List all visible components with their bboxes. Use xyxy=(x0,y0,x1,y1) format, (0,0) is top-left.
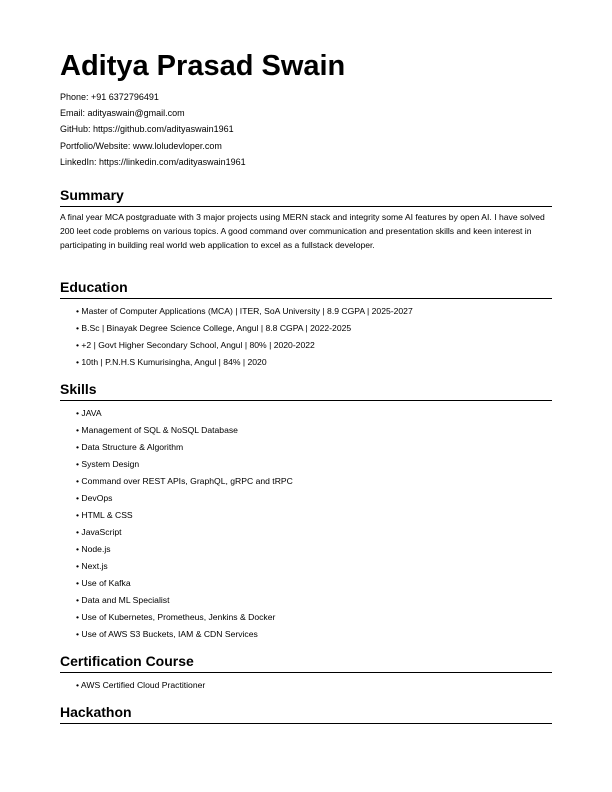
list-item: • B.Sc | Binayak Degree Science College, Angul | 8.8 CGPA | 2022-2025 xyxy=(76,320,552,337)
list-item: • Data and ML Specialist xyxy=(76,592,552,609)
section-heading: Hackathon xyxy=(60,704,552,724)
list-item: • +2 | Govt Higher Secondary School, Angul | 80% | 2020-2022 xyxy=(76,337,552,354)
list-item: • Node.js xyxy=(76,541,552,558)
list-item: • Command over REST APIs, GraphQL, gRPC and tRPC xyxy=(76,473,552,490)
summary-text: A final year MCA postgraduate with 3 major projects using MERN stack and integrity some AI features by open AI. I have solved 200 leet code problems on various topics. A good command over communication and presentation skills and keen interest in participating in building real world web application to excel as a fullstack developer. xyxy=(60,212,545,250)
linkedin: LinkedIn: https://linkedin.com/adityaswain1961 xyxy=(60,156,246,167)
skills-section xyxy=(60,381,552,643)
education-section xyxy=(60,279,552,371)
list-item: • Management of SQL & NoSQL Database xyxy=(76,422,552,439)
email: Email: adityaswain@gmail.com xyxy=(60,108,185,119)
section-heading: Education xyxy=(60,279,552,299)
candidate-name: Aditya Prasad Swain xyxy=(60,50,346,82)
section-heading: Summary xyxy=(60,187,552,207)
hackathon-section xyxy=(60,704,552,724)
section-heading: Certification Course xyxy=(60,653,552,673)
list-item: • AWS Certified Cloud Practitioner xyxy=(76,677,552,694)
list-item: • System Design xyxy=(76,456,552,473)
list-item: • Next.js xyxy=(76,558,552,575)
list-item: • HTML & CSS xyxy=(76,507,552,524)
list-item: • 10th | P.N.H.S Kumurisingha, Angul | 84% | 2020 xyxy=(76,354,552,371)
github: GitHub: https://github.com/adityaswain1961 xyxy=(60,124,234,135)
certification-section xyxy=(60,653,552,694)
list-item: • Data Structure & Algorithm xyxy=(76,439,552,456)
list-item: • DevOps xyxy=(76,490,552,507)
list-item: • Use of AWS S3 Buckets, IAM & CDN Services xyxy=(76,626,552,643)
section-heading: Skills xyxy=(60,381,552,401)
list-item: • JavaScript xyxy=(76,524,552,541)
list-item: • Use of Kubernetes, Prometheus, Jenkins & Docker xyxy=(76,609,552,626)
list-item: • Use of Kafka xyxy=(76,575,552,592)
list-item: • Master of Computer Applications (MCA) | ITER, SoA University | 8.9 CGPA | 2025-2027 xyxy=(76,303,552,320)
portfolio: Portfolio/Website: www.loludevloper.com xyxy=(60,140,222,151)
summary-section xyxy=(60,187,552,252)
phone: Phone: +91 6372796491 xyxy=(60,92,159,102)
contact-info xyxy=(60,89,246,170)
list-item: • JAVA xyxy=(76,405,552,422)
